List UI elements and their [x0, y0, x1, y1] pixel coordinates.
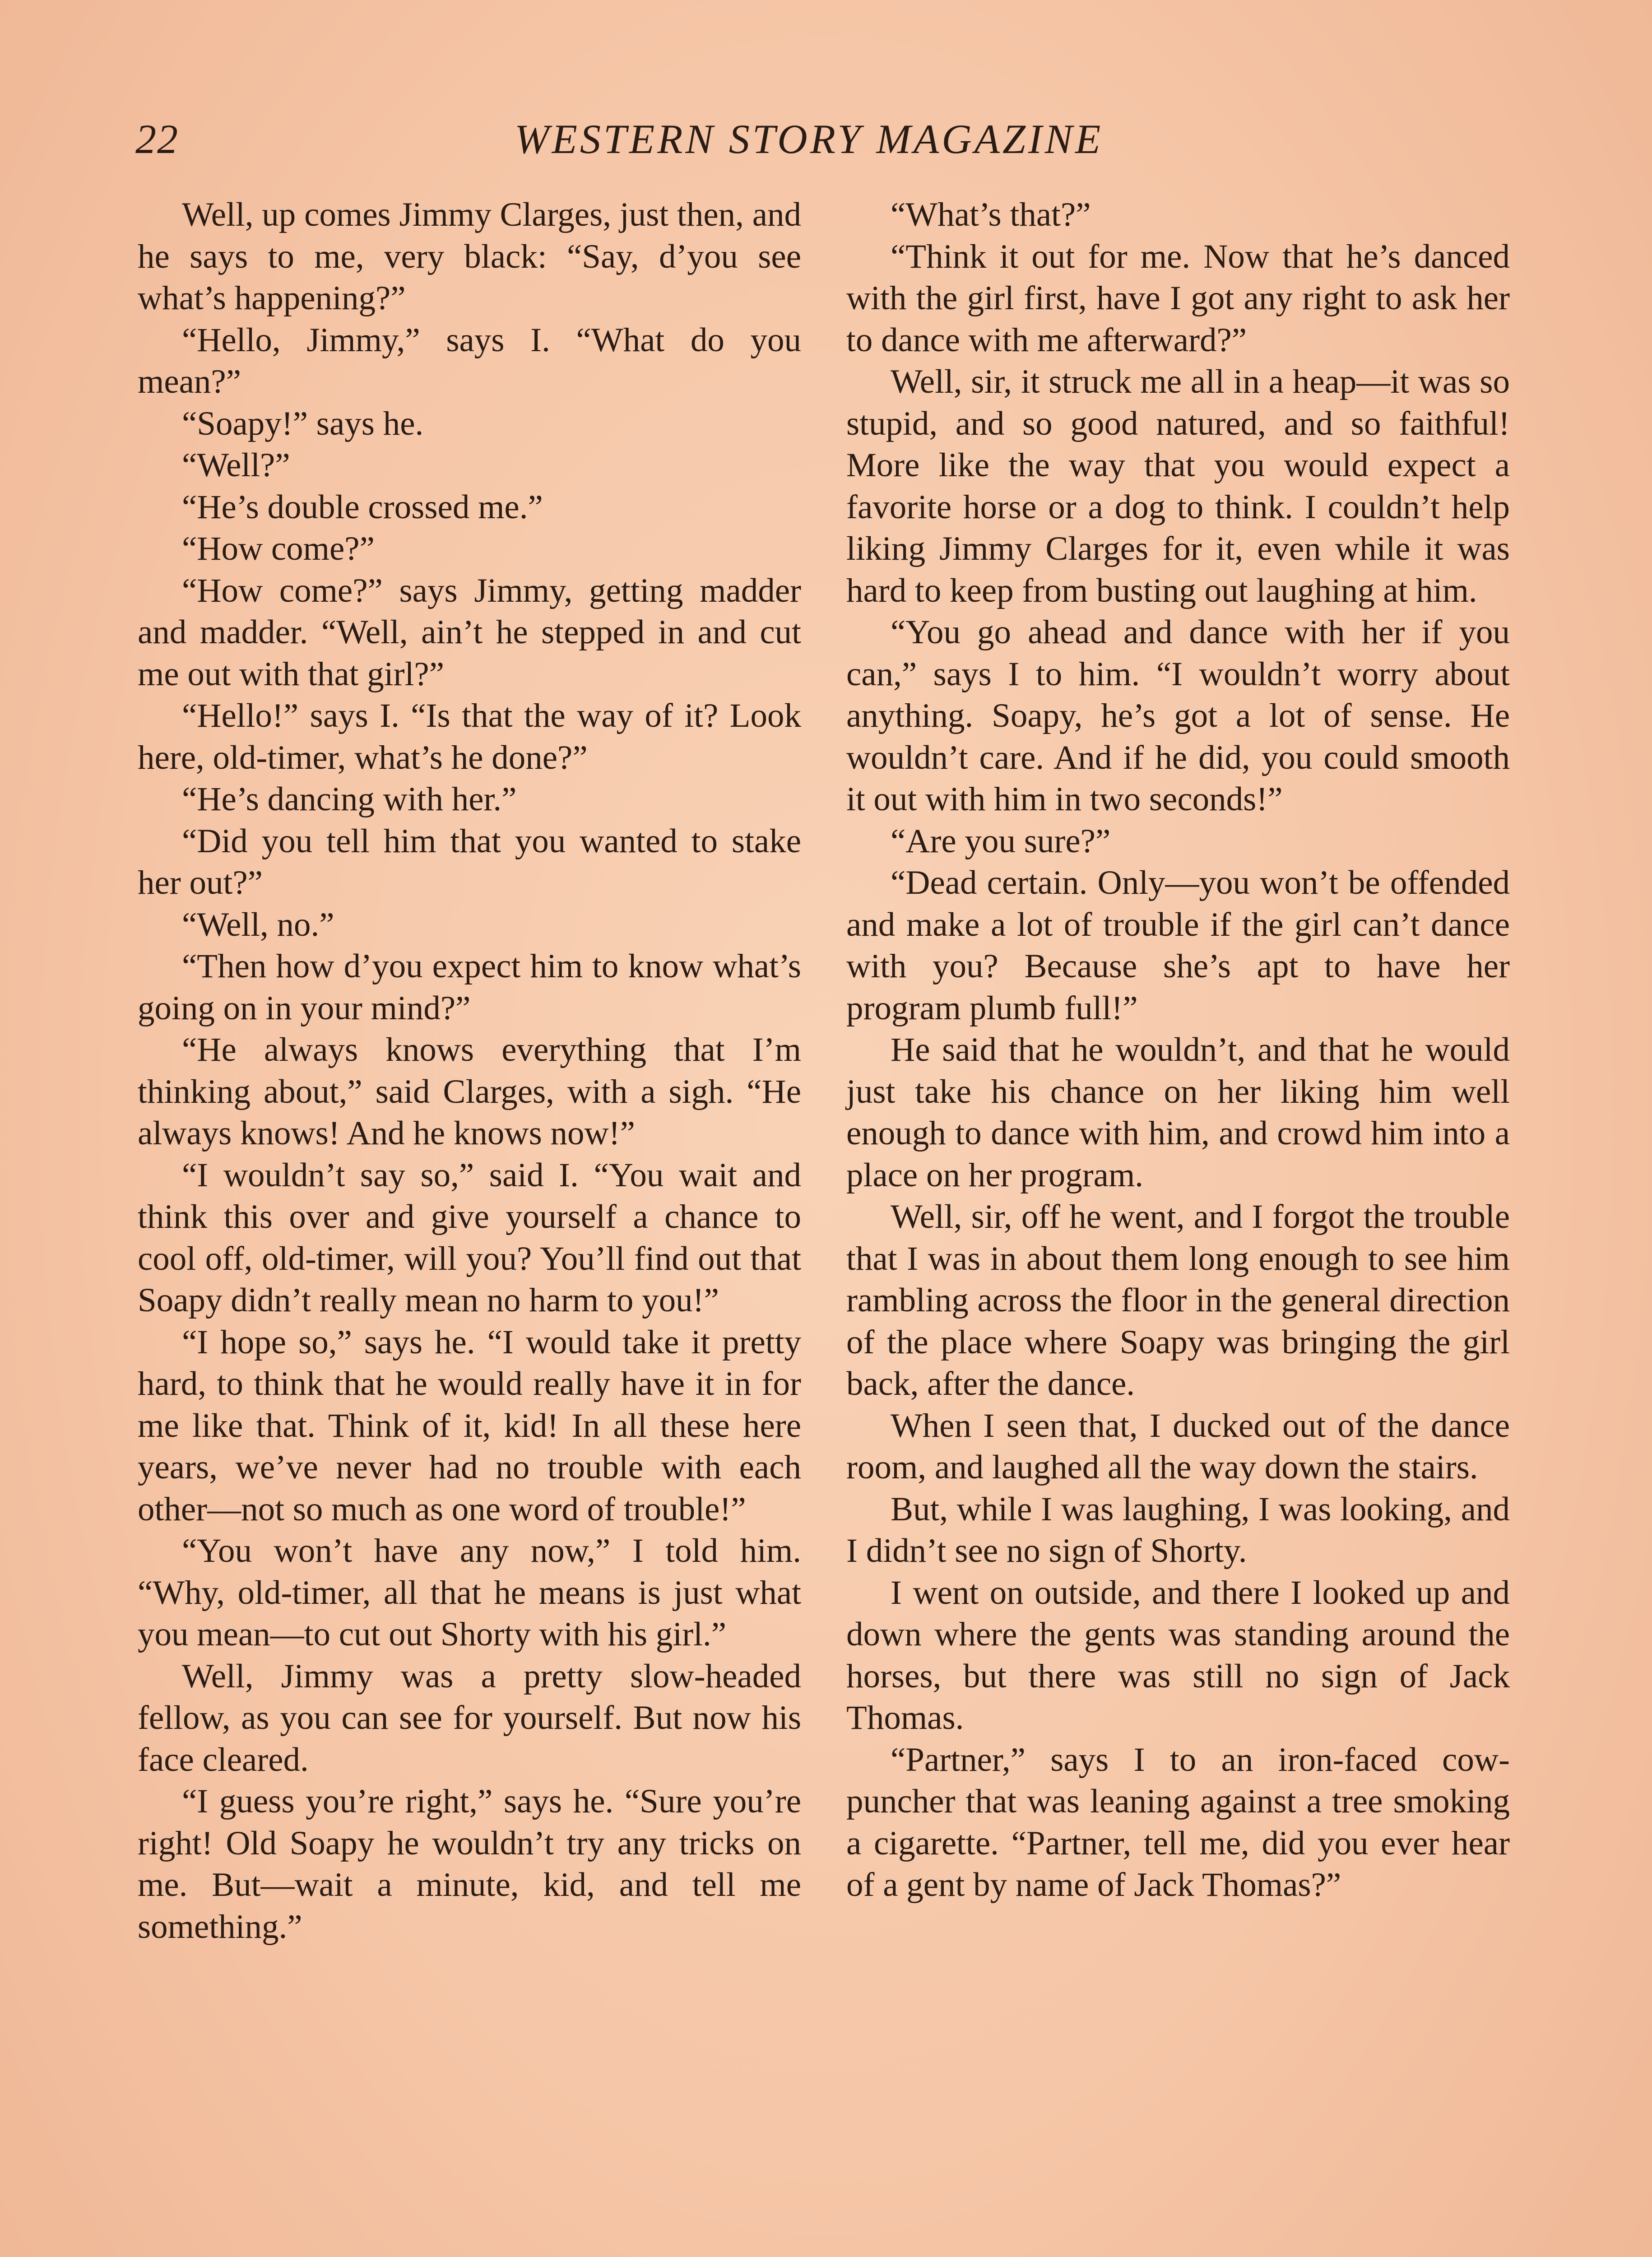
story-paragraph: When I seen that, I ducked out of the dance room, and laughed all the way down the stairs.: [846, 1407, 1510, 1486]
right-column: [846, 194, 1510, 1906]
story-paragraph: “I guess you’re right,” says he. “Sure you’re right! Old Soapy he wouldn’t try any tricks on me. But—wait a minute, kid, and tell me something.”: [138, 1783, 801, 1946]
story-paragraph: “Well?”: [182, 446, 290, 484]
left-column: [138, 194, 801, 1948]
story-paragraph: “Are you sure?”: [891, 822, 1111, 860]
story-paragraph: “Hello!” says I. “Is that the way of it? Look here, old-timer, what’s he done?”: [138, 697, 801, 776]
story-paragraph: “He’s double crossed me.”: [182, 488, 543, 526]
story-paragraph: “Think it out for me. Now that he’s danced with the girl first, have I got any right to ask her to dance with me afterward?”: [846, 237, 1510, 359]
story-paragraph: Well, sir, it struck me all in a heap—it was so stupid, and so good natured, and so faithful! More like the way that you would expect a favorite horse or a dog to think. I couldn’t help liking Jimmy Clarges for it, even while it was hard to keep from busting out laughing at him.: [846, 363, 1510, 609]
magazine-title: WESTERN STORY MAGAZINE: [515, 116, 1104, 162]
story-paragraph: “How come?” says Jimmy, getting madder and madder. “Well, ain’t he stepped in and cut me out with that girl?”: [138, 571, 801, 693]
story-paragraph: Well, sir, off he went, and I forgot the trouble that I was in about them long enough to see him rambling across the floor in the general direction of the place where Soapy was bringing the girl back, after the dance.: [846, 1198, 1510, 1402]
story-paragraph: “Dead certain. Only—you won’t be offended and make a lot of trouble if the girl can’t dance with you? Because she’s apt to have her program plumb full!”: [846, 864, 1510, 1027]
story-paragraph: I went on outside, and there I looked up and down where the gents was standing around the horses, but there was still no sign of Jack Thomas.: [846, 1574, 1510, 1737]
story-paragraph: “He’s dancing with her.”: [182, 780, 517, 818]
story-paragraph: Well, Jimmy was a pretty slow-headed fellow, as you can see for yourself. But now his face cleared.: [138, 1657, 801, 1779]
story-paragraph: “Then how d’you expect him to know what’s going on in your mind?”: [138, 947, 801, 1027]
story-paragraph: But, while I was laughing, I was looking, and I didn’t see no sign of Shorty.: [846, 1490, 1510, 1570]
story-paragraph: “Did you tell him that you wanted to stake her out?”: [138, 822, 801, 901]
story-paragraph: “I wouldn’t say so,” said I. “You wait and think this over and give yourself a chance to cool off, old-timer, will you? You’ll find out that Soapy didn’t really mean no harm to you!”: [138, 1156, 801, 1319]
story-paragraph: “I hope so,” says he. “I would take it pretty hard, to think that he would really have it in for me like that. Think of it, kid! In all these here years, we’ve never had no trouble with each other—not so much as one word of trouble!”: [138, 1323, 801, 1528]
story-paragraph: “Partner,” says I to an iron-faced cow-puncher that was leaning against a tree smoking a cigarette. “Partner, tell me, did you ever hear of a gent by name of Jack Thomas?”: [846, 1741, 1510, 1904]
story-paragraph: Well, up comes Jimmy Clarges, just then, and he says to me, very black: “Say, d’you see what’s happening?”: [138, 196, 801, 317]
story-paragraph: “Soapy!” says he.: [182, 404, 424, 442]
story-paragraph: “Hello, Jimmy,” says I. “What do you mean?”: [138, 321, 801, 400]
page-header: [0, 115, 1652, 169]
story-paragraph: “Well, no.”: [182, 906, 334, 943]
page-number: 22: [135, 116, 179, 162]
story-paragraph: “How come?”: [182, 530, 375, 567]
story-paragraph: “He always knows everything that I’m thinking about,” said Clarges, with a sigh. “He always knows! And he knows now!”: [138, 1031, 801, 1152]
story-paragraph: “You go ahead and dance with her if you can,” says I to him. “I wouldn’t worry about anything. Soapy, he’s got a lot of sense. He wouldn’t care. And if he did, you could smooth it out with him in two seconds!”: [846, 613, 1510, 818]
story-paragraph: He said that he wouldn’t, and that he would just take his chance on her liking him well enough to dance with him, and crowd him into a place on her program.: [846, 1031, 1510, 1194]
story-paragraph: “What’s that?”: [891, 196, 1091, 233]
story-paragraph: “You won’t have any now,” I told him. “Why, old-timer, all that he means is just what you mean—to cut out Shorty with his girl.”: [138, 1532, 801, 1653]
